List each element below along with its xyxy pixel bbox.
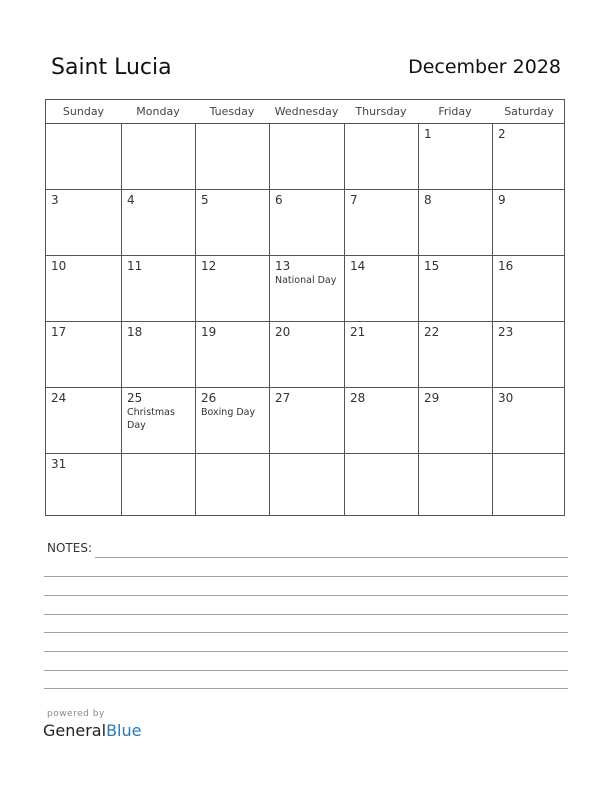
day-number: 17 [51,325,67,339]
day-number: 27 [275,391,291,405]
calendar-week-row [46,454,564,515]
calendar-day-cell[interactable] [344,256,418,321]
day-number: 1 [424,127,432,141]
notes-line[interactable] [44,670,568,671]
notes-line[interactable] [44,632,568,633]
calendar-day-cell[interactable] [46,388,121,453]
powered-by-text: powered by [47,709,105,719]
calendar-day-cell[interactable] [492,388,566,453]
day-number: 4 [127,193,135,207]
calendar-day-cell[interactable] [344,190,418,255]
calendar-week-row [46,388,564,454]
calendar-day-cell[interactable] [418,388,492,453]
day-number: 6 [275,193,283,207]
brand-blue-text: Blue [106,721,142,740]
notes-line[interactable] [44,688,568,689]
brand-general-text: General [43,721,107,740]
calendar-week-row [46,124,564,190]
calendar-day-cell[interactable] [195,256,269,321]
holiday-label: Boxing Day [201,407,256,418]
calendar-day-cell[interactable] [46,256,121,321]
weekday-header-saturday: Saturday [504,105,554,118]
day-number: 11 [127,259,143,273]
calendar-day-cell[interactable] [269,388,344,453]
day-number: 8 [424,193,432,207]
calendar-day-cell[interactable] [418,454,492,515]
calendar-week-row [46,256,564,322]
day-number: 16 [498,259,514,273]
day-number: 10 [51,259,67,273]
calendar-day-cell[interactable] [46,454,121,515]
day-number: 5 [201,193,209,207]
country-title: Saint Lucia [51,55,172,80]
calendar-day-cell[interactable] [344,322,418,387]
calendar-day-cell[interactable] [492,256,566,321]
calendar-day-cell[interactable] [418,256,492,321]
day-number: 19 [201,325,217,339]
weekday-header-tuesday: Tuesday [209,105,255,118]
weekday-header-monday: Monday [136,105,180,118]
day-number: 25 [127,391,143,405]
day-number: 20 [275,325,291,339]
calendar-grid [45,99,565,516]
calendar-day-cell[interactable] [492,190,566,255]
notes-line[interactable] [44,614,568,615]
notes-label: NOTES: [47,541,92,555]
calendar-day-cell[interactable] [46,190,121,255]
notes-line[interactable] [44,576,568,577]
calendar-day-cell[interactable] [195,322,269,387]
day-number: 22 [424,325,440,339]
calendar-day-cell[interactable] [195,124,269,189]
calendar-day-cell[interactable] [418,322,492,387]
weekday-header-wednesday: Wednesday [274,105,339,118]
calendar-day-cell[interactable] [269,454,344,515]
calendar-day-cell[interactable] [269,322,344,387]
weekday-header-sunday: Sunday [62,105,105,118]
calendar-day-cell[interactable] [418,190,492,255]
calendar-day-cell[interactable] [195,388,269,453]
calendar-day-cell[interactable] [269,190,344,255]
calendar-day-cell[interactable] [46,322,121,387]
holiday-label: Christmas Day [127,407,175,431]
calendar-day-cell[interactable] [195,454,269,515]
day-number: 31 [51,457,67,471]
day-number: 21 [350,325,366,339]
calendar-day-cell[interactable] [344,388,418,453]
day-number: 12 [201,259,217,273]
calendar-day-cell[interactable] [121,124,195,189]
calendar-day-cell[interactable] [121,454,195,515]
day-number: 24 [51,391,67,405]
calendar-day-cell[interactable] [121,388,195,453]
calendar-week-row [46,322,564,388]
day-number: 15 [424,259,440,273]
calendar-day-cell[interactable] [121,190,195,255]
weekday-header-friday: Friday [438,105,472,118]
calendar-day-cell[interactable] [418,124,492,189]
calendar-day-cell[interactable] [492,124,566,189]
notes-line[interactable] [95,557,568,558]
notes-line[interactable] [44,651,568,652]
holiday-label: National Day [275,275,337,286]
calendar-day-cell[interactable] [492,454,566,515]
day-number: 2 [498,127,506,141]
calendar-day-cell[interactable] [344,454,418,515]
calendar-day-cell[interactable] [269,256,344,321]
calendar-day-cell[interactable] [195,190,269,255]
day-number: 9 [498,193,506,207]
calendar-week-row [46,190,564,256]
day-number: 28 [350,391,366,405]
month-year-title: December 2028 [408,56,561,78]
day-number: 7 [350,193,358,207]
generalblue-logo[interactable] [43,721,141,740]
day-number: 23 [498,325,514,339]
calendar-day-cell[interactable] [121,322,195,387]
calendar-day-cell[interactable] [492,322,566,387]
calendar-day-cell[interactable] [269,124,344,189]
day-number: 3 [51,193,59,207]
day-number: 13 [275,259,291,273]
day-number: 14 [350,259,366,273]
day-number: 18 [127,325,143,339]
day-number: 30 [498,391,514,405]
weekday-header-thursday: Thursday [355,105,407,118]
day-number: 29 [424,391,440,405]
weekday-header-row [46,100,564,124]
calendar-day-cell[interactable] [121,256,195,321]
calendar-day-cell[interactable] [344,124,418,189]
calendar-day-cell[interactable] [46,124,121,189]
day-number: 26 [201,391,217,405]
notes-line[interactable] [44,595,568,596]
